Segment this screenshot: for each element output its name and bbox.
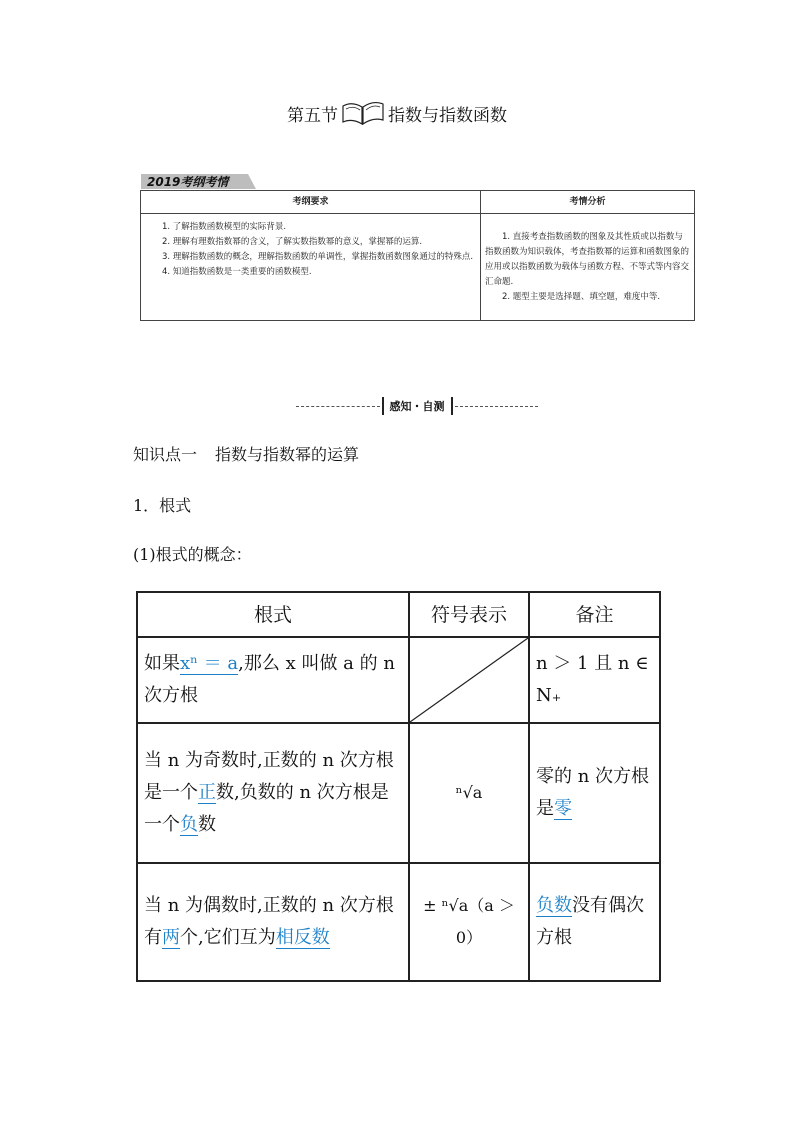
analysis-item: 1. 直接考查指数函数的图象及其性质或以指数与指数函数为知识载体，考查指数幂的运算和函数图象的应用或以指数函数为载体与函数方程、不等式等内容交汇命题.: [485, 231, 690, 287]
header-note: 备注: [529, 592, 660, 637]
fill-blank: 正: [198, 782, 216, 803]
row3-symbol: ± ⁿ√a（a ＞ 0）: [409, 863, 529, 981]
fill-blank: 相反数: [275, 927, 330, 948]
fill-blank: 零: [554, 798, 572, 819]
radical-heading: 1．根式: [133, 496, 192, 515]
table-header-row: [137, 592, 660, 637]
row3-definition: 当 n 为偶数时,正数的 n 次方根有两个,它们互为相反数: [137, 863, 409, 981]
page-title: [0, 100, 794, 126]
row2-note: 零的 n 次方根是零: [529, 723, 660, 863]
exam-info-tag-label: 2019考纲考情: [147, 175, 229, 189]
row1-definition: 如果xⁿ ＝ a,那么 x 叫做 a 的 n 次方根: [137, 637, 409, 723]
fill-blank: 负: [180, 814, 198, 835]
diagonal-line: [410, 638, 528, 722]
table-row: [137, 863, 660, 981]
divider-line-right: [455, 406, 539, 407]
table-row: [137, 723, 660, 863]
header-symbol: 符号表示: [409, 592, 529, 637]
exam-info-tag: [141, 174, 256, 189]
table-row: [137, 637, 660, 723]
analysis-item: 2. 题型主要是选择题、填空题，难度中等.: [502, 291, 661, 302]
fill-blank: 两: [162, 927, 180, 948]
section-title: 指数与指数函数: [388, 105, 507, 126]
exam-info-table: [140, 190, 695, 321]
knowledge-point-title: 指数与指数幂的运算: [215, 445, 360, 464]
divider-label: 感知・自测: [382, 397, 453, 415]
radical-table: [136, 591, 661, 982]
header-radical: 根式: [137, 592, 409, 637]
requirement-item: 2. 理解有理数指数幂的含义，了解实数指数幂的意义，掌握幂的运算.: [162, 237, 423, 247]
open-book-icon: [340, 100, 386, 126]
divider-line-left: [296, 406, 380, 407]
exam-analysis-header: 考情分析: [481, 191, 695, 214]
requirement-item: 3. 理解指数函数的概念，理解指数函数的单调性，掌握指数函数图象通过的特殊点.: [162, 252, 474, 262]
requirement-item: 4. 知道指数函数是一类重要的函数模型.: [162, 267, 312, 277]
row1-symbol-diagonal: [409, 637, 529, 723]
knowledge-point-label: 知识点一: [133, 445, 198, 464]
exam-requirements-header: 考纲要求: [141, 191, 481, 214]
fill-blank: xⁿ ＝ a: [180, 653, 239, 674]
row2-definition: 当 n 为奇数时,正数的 n 次方根是一个正数,负数的 n 次方根是一个负数: [137, 723, 409, 863]
exam-requirements-cell: [141, 214, 481, 321]
row1-note: n ＞ 1 且 n ∈ N₊: [529, 637, 660, 723]
row2-symbol: ⁿ√a: [409, 723, 529, 863]
requirement-item: 1. 了解指数函数模型的实际背景.: [162, 222, 287, 232]
exam-analysis-cell: [481, 214, 695, 321]
concept-heading: (1)根式的概念：: [133, 545, 252, 564]
knowledge-point-heading: [133, 442, 359, 465]
row3-note: 负数没有偶次方根: [529, 863, 660, 981]
fill-blank: 负数: [536, 895, 572, 916]
section-divider: [296, 396, 538, 416]
section-number: 第五节: [287, 105, 338, 126]
